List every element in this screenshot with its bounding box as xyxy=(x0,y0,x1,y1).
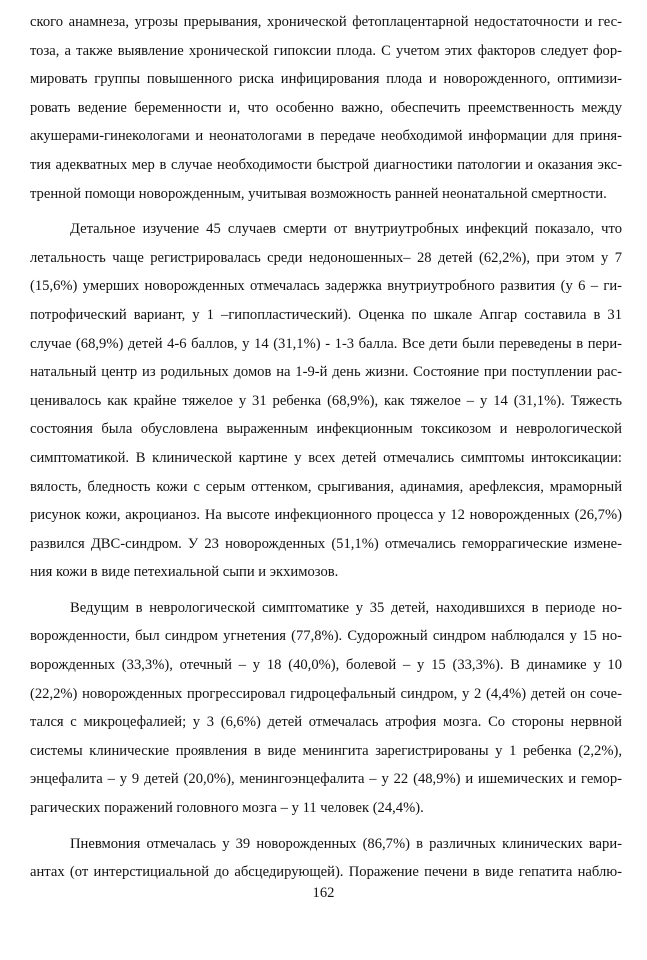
text-line: Ведущим в неврологической симптоматике у 35 детей, находившихся в периоде но- xyxy=(70,599,622,616)
text-line: ворожденности, был синдром угнетения (77,8%). Судорожный синдром наблюдался у 15 но- xyxy=(30,628,622,645)
text-line: системы клинические проявления в виде менингита зарегистрированы у 1 ребенка (2,2%), xyxy=(30,742,622,759)
text-line: состояния была обусловлена выраженным инфекционным токсикозом и неврологической xyxy=(30,421,622,438)
text-line: (15,6%) умерших новорожденных отмечалась задержка внутриутробного развития (у 6 – ги- xyxy=(30,278,622,295)
text-line: ровать ведение беременности и, что особенно важно, обеспечить преемственность между xyxy=(30,99,622,116)
text-line: ценивалось как крайне тяжелое у 31 ребенка (68,9%), как тяжелое – у 14 (31,1%). Тяжесть xyxy=(30,392,622,409)
paragraph-4 xyxy=(30,830,622,887)
text-line: ворожденных (33,3%), отечный – у 18 (40,0%), болевой – у 15 (33,3%). В динамике у 10 xyxy=(30,657,622,674)
paragraph-3 xyxy=(30,594,622,823)
text-line: Пневмония отмечалась у 39 новорожденных (86,7%) в различных клинических вари- xyxy=(70,835,622,852)
paragraph-1 xyxy=(30,8,622,208)
text-line: антах (от интерстициальной до абсцедирующей). Поражение печени в виде гепатита наблю- xyxy=(30,864,622,881)
text-line: потрофический вариант, у 1 –гипопластический). Оценка по шкале Апгар составила в 31 xyxy=(30,306,622,323)
text-line: мировать группы повышенного риска инфицирования плода и новорожденного, оптимизи- xyxy=(30,71,622,88)
text-line: ского анамнеза, угрозы прерывания, хронической фетоплацентарной недостаточности и гес- xyxy=(30,14,622,30)
text-line: ния кожи в виде петехиальной сыпи и экхимозов. xyxy=(30,564,339,581)
text-line: симптоматикой. В клинической картине у всех детей отмечались симптомы интоксикации: xyxy=(30,449,622,466)
text-line: вялость, бледность кожи с серым оттенком, срыгивания, адинамия, арефлексия, мраморный xyxy=(30,478,622,495)
page-number: 162 xyxy=(312,885,335,901)
text-line: развился ДВС-синдром. У 23 новорожденных (51,1%) отмечались геморрагические измене- xyxy=(30,535,622,552)
text-line: тренной помощи новорожденным, учитывая возможность ранней неонатальной смертности. xyxy=(30,185,607,202)
text-line: тоза, а также выявление хронической гипоксии плода. С учетом этих факторов следует фор- xyxy=(30,42,622,59)
text-line: тался с микроцефалией; у 3 (6,6%) детей отмечалась атрофия мозга. Со стороны нервной xyxy=(30,714,622,731)
text-line: тия адекватных мер в случае необходимости быстрой диагностики патологии и оказания экс- xyxy=(30,156,622,173)
text-line: рисунок кожи, акроцианоз. На высоте инфекционного процесса у 12 новорожденных (26,7%) xyxy=(30,507,622,524)
text-line: Детальное изучение 45 случаев смерти от внутриутробных инфекций показало, что xyxy=(70,221,622,238)
text-line: случае (68,9%) детей 4-6 баллов, у 14 (31,1%) - 1-3 балла. Все дети были переведены в пери- xyxy=(30,335,622,352)
text-line: рагических поражений головного мозга – у 11 человек (24,4%). xyxy=(30,800,424,817)
text-line: натальный центр из родильных домов на 1-9-й день жизни. Состояние при поступлении рас- xyxy=(30,364,622,381)
document-page xyxy=(30,8,622,887)
text-line: энцефалита – у 9 детей (20,0%), менингоэнцефалита – у 22 (48,9%) и ишемических и гемор- xyxy=(30,771,622,788)
text-line: (22,2%) новорожденных прогрессировал гидроцефальный синдром, у 2 (4,4%) детей он соче- xyxy=(30,685,622,702)
text-line: акушерами-гинекологами и неонатологами в передаче необходимой информации для приня- xyxy=(30,128,622,145)
text-line: летальность чаще регистрировалась среди недоношенных– 28 детей (62,2%), при этом у 7 xyxy=(30,249,622,266)
paragraph-2 xyxy=(30,215,622,587)
